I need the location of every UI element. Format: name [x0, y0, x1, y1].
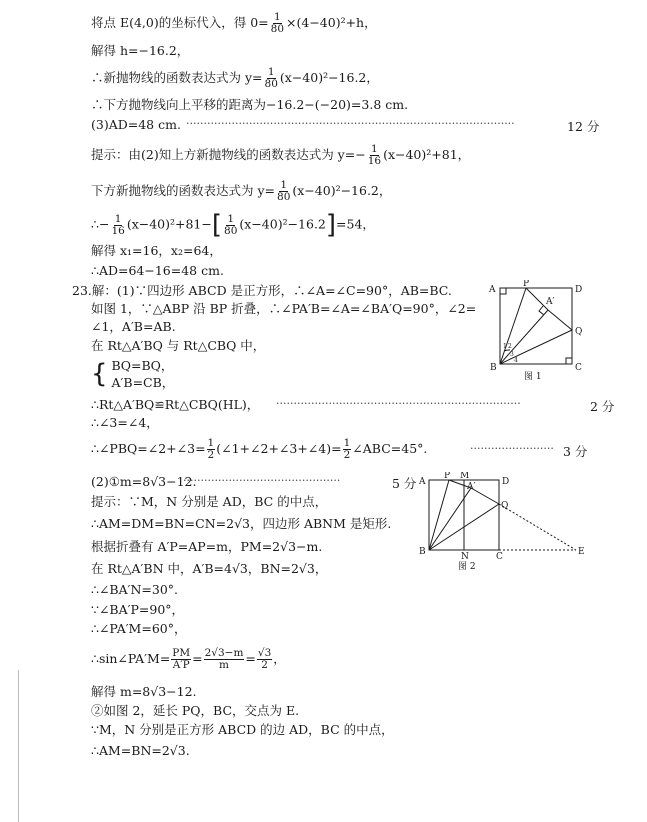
left-bracket: [: [211, 210, 223, 240]
segment-ba-prime: [429, 488, 471, 550]
text-line: [91, 212, 375, 238]
text: ∴新抛物线的函数表达式为 y=: [91, 70, 263, 85]
leader-dots: ·············································: [183, 474, 341, 487]
text-line: 解得 h=−16.2，: [91, 43, 190, 58]
system-of-equations: [91, 357, 174, 391]
label-d: D: [502, 477, 510, 487]
text-line: 提示：∵M，N 分别是 AD，BC 的中点，: [91, 494, 328, 509]
label-b: B: [419, 547, 426, 557]
figure-2-caption: 图 2: [458, 562, 476, 572]
text-line: ∵∠BA′P=90°，: [91, 602, 185, 617]
segment-bp: [429, 480, 449, 550]
label-a-prime: A′: [467, 482, 476, 492]
text-line: 在 Rt△A′BN 中，A′B=4√3，BN=2√3，: [91, 561, 328, 576]
numerator: 1: [227, 212, 235, 225]
denominator: 80: [224, 224, 238, 237]
right-angle-mark: [539, 306, 544, 315]
text: (x−40)²+81−: [126, 216, 212, 232]
right-angle-mark: [500, 288, 506, 294]
denominator: 16: [111, 224, 125, 237]
text: ∴∠PBQ=∠2+∠3=: [91, 441, 206, 456]
text-line: [91, 12, 377, 35]
numerator: 1: [273, 11, 281, 23]
label-a: A: [419, 477, 426, 487]
text: =: [245, 651, 256, 666]
text: =54，: [336, 216, 375, 232]
angle-label-2: 2: [508, 343, 512, 350]
text-line: ∴下方抛物线向上平移的距离为−16.2−(−20)=3.8 cm.: [91, 97, 409, 112]
numerator: PM: [172, 647, 191, 659]
score-label: 2 分: [590, 399, 615, 414]
text: =: [192, 651, 203, 666]
label-q: Q: [575, 327, 583, 337]
numerator: 1: [267, 66, 275, 78]
fraction: [276, 180, 291, 203]
fraction: [270, 12, 285, 35]
angle-label-1: 1: [503, 343, 507, 350]
numerator: 1: [114, 212, 122, 225]
text-line: [91, 648, 286, 671]
left-brace: {: [91, 359, 108, 389]
denominator: 16: [367, 155, 382, 167]
text-line: ∵M，N 分别是正方形 ABCD 的边 AD，BC 的中点，: [91, 722, 394, 737]
denominator: m: [219, 659, 229, 671]
label-c: C: [496, 552, 503, 562]
denominator: 80: [270, 23, 285, 35]
text: 提示：由(2)知上方新抛物线的函数表达式为 y=−: [91, 147, 366, 162]
text-line: 如图 1，∵△ABP 沿 BP 折叠，∴∠PA′B=∠A=∠BA′Q=90°，∠2=: [91, 301, 477, 316]
score-label: 3 分: [563, 444, 588, 459]
fraction: [171, 648, 191, 671]
text: ∠ABC=45°.: [352, 441, 428, 456]
page-edge-line: [18, 670, 19, 822]
text: 将点 E(4,0)的坐标代入，得 0=: [91, 15, 269, 30]
angle-label-4: 4: [514, 357, 518, 364]
text-line: ∴∠PA′M=60°，: [91, 621, 187, 636]
fraction: [264, 67, 279, 90]
label-n: N: [461, 552, 469, 562]
text-line: 解得 m=8√3−12.: [91, 684, 197, 699]
leader-dots: ······························································································: [186, 117, 515, 130]
score-label: 5 分: [392, 476, 417, 491]
text-line: 23.解：(1)∵四边形 ABCD 是正方形，∴∠A=∠C=90°，AB=BC.: [72, 283, 452, 298]
figure-1: [486, 280, 590, 385]
label-e: E: [578, 547, 585, 557]
extension-pq: [499, 504, 576, 550]
denominator: 2: [343, 449, 351, 461]
fraction: [110, 214, 125, 237]
fraction: [343, 438, 352, 461]
text-line: ∴∠3=∠4，: [91, 415, 159, 430]
text-line: 解得 x₁=16，x₂=64，: [91, 243, 222, 258]
right-bracket: ]: [325, 210, 337, 240]
text-line: ∴AD=64−16=48 cm.: [91, 263, 224, 278]
text-line: (3)AD=48 cm.: [91, 117, 181, 132]
angle-label-3: 3: [510, 351, 514, 358]
leader-dots: ························: [470, 442, 554, 455]
numerator: 1: [371, 143, 378, 155]
text-line: ∴∠BA′N=30°.: [91, 582, 179, 597]
denominator: 80: [277, 191, 291, 203]
text: (x−40)²−16.2，: [292, 183, 392, 198]
segment-ba-prime: [500, 310, 548, 364]
label-d: D: [575, 285, 583, 295]
denominator: A′P: [172, 659, 190, 671]
text: ，: [273, 651, 286, 666]
text-line: [91, 67, 379, 90]
text-line: ∴Rt△A′BQ≌Rt△CBQ(HL)，: [91, 397, 260, 412]
fraction: [367, 144, 382, 167]
denominator: 2: [261, 659, 268, 671]
denominator: 2: [207, 449, 215, 461]
right-angle-mark: [566, 358, 572, 364]
text-line: [91, 144, 470, 167]
text-line: ②如图 2，延长 PQ，BC，交点为 E.: [91, 703, 300, 718]
label-p: P: [523, 280, 530, 289]
score-label: 12 分: [567, 119, 600, 134]
label-a-prime: A′: [546, 297, 555, 307]
fraction: [257, 648, 272, 671]
fraction: [204, 648, 245, 671]
text: 下方新抛物线的函数表达式为 y=: [91, 183, 276, 198]
segment-a-prime-q: [548, 310, 572, 330]
numerator: 1: [280, 179, 288, 191]
label-m: M: [460, 472, 470, 481]
text-line: ∴AM=DM=BN=CN=2√3，四边形 ABNM 是矩形.: [91, 516, 392, 531]
numerator: √3: [257, 647, 272, 659]
segment-pa-prime: [526, 288, 548, 310]
text: (x−40)²−16.2: [239, 216, 326, 232]
equation: A′B=CB，: [111, 375, 175, 390]
text: (x−40)²+81，: [383, 147, 471, 162]
label-b: B: [490, 363, 497, 373]
label-a: A: [489, 285, 496, 295]
text-line: (2)①m=8√3−12.: [91, 474, 197, 489]
text: ×(4−40)²+h，: [286, 15, 377, 30]
figure-2: [416, 472, 590, 572]
numerator: 1: [343, 437, 351, 449]
text: ∴−: [91, 216, 110, 232]
denominator: 80: [264, 78, 278, 90]
fraction: [207, 438, 216, 461]
fraction: [223, 214, 238, 237]
leader-dots: ······································································: [276, 397, 521, 410]
label-p: P: [444, 472, 451, 481]
text: (x−40)²−16.2，: [279, 70, 379, 85]
numerator: 1: [207, 437, 215, 449]
text-line: 根据折叠有 A′P=AP=m，PM=2√3−m.: [91, 539, 323, 554]
text-line: ∠1，A′B=AB.: [91, 319, 176, 334]
text-line: 在 Rt△A′BQ 与 Rt△CBQ 中，: [91, 338, 266, 353]
numerator: 2√3−m: [204, 647, 244, 659]
label-q: Q: [501, 501, 509, 511]
text: (∠1+∠2+∠3+∠4)=: [216, 441, 342, 456]
text-line: [91, 180, 391, 203]
text: ∴sin∠PA′M=: [91, 651, 171, 666]
text-line: ∴AM=BN=2√3.: [91, 743, 190, 758]
equation: BQ=BQ，: [111, 358, 174, 373]
text-line: [91, 438, 427, 461]
label-c: C: [575, 363, 582, 373]
figure-1-caption: 图 1: [524, 372, 542, 382]
